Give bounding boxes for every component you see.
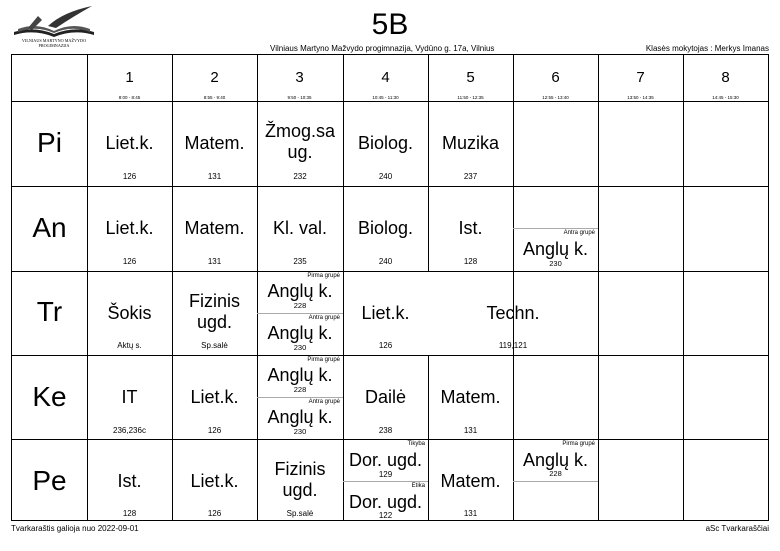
lesson-subject: Žmog.sa ug. [264,121,336,162]
lesson-subject: Dailė [364,387,407,407]
group-label: Antra grupė [563,230,595,236]
lesson-room: 240 [378,257,393,266]
lesson-subject: Anglų k. [267,365,333,385]
timetable-grid: 1 8:00 - 8:45 2 8:55 - 9:40 3 9:50 - 10:35 4 10:45 - 11:30 5 11:50 - 12:35 6 12:55 - 13:40 7 13:50 - 14:35 8 14:45 - 15:30 Pi An Tr Ke Pe Liet.k. 126 Matem. 131 Žmog.sa ug. 232 Biolog. 240 Muzika 237 Liet.k. 126 Matem. 131 Kl. val. 235 Biolog. 240 Ist. 128 Antra grupė Anglų k. 230 Šokis Aktų s. Fizinis ugd. Sp.salė Pirma grupė Anglų k. 228 Antra grupė Anglų k. 230 Liet.k. 126 Techn. 119,121 IT 236,236c Liet.k. 126 Pirma grupė Anglų k. 228 Antra grupė Anglų k. 230 Dailė 238 Matem. 131 Ist. 128 Liet.k. 126 Fizinis ugd. Sp.salė Tikyba Dor. ugd. 129 Etika Dor. ugd. 122 Matem. 131 Pirma grupė Anglų k. 228 [11,54,769,521]
lesson-subject: Liet.k. [190,471,239,491]
lesson-subject: Anglų k. [522,450,589,470]
school-address: Vilniaus Martyno Mažvydo progimnazija, Vydūno g. 17a, Vilnius [270,44,495,53]
lesson-room: Aktų s. [117,341,142,350]
lesson-room: 228 [293,301,307,310]
lesson-subject: Šokis [107,303,152,323]
lesson-subject: Anglų k. [267,281,333,301]
lesson-subject: Ist. [458,218,483,238]
lesson-subject: Ist. [117,471,142,491]
lesson-subject: Biolog. [357,133,414,153]
lesson-room: 131 [207,257,222,266]
lesson-room: 129 [378,470,393,479]
day-label-an: An [32,212,67,243]
group-label: Antra grupė [308,399,340,405]
lesson-subject: Muzika [441,133,499,153]
day-label-pe: Pe [32,465,67,496]
logo-text: VILNIAUS MARTYNO MAŽVYDO PROGIMNAZIJA [21,38,87,48]
lesson-room: 119,121 [498,341,528,350]
lesson-subject: Liet.k. [105,133,154,153]
lesson-subject: Fizinis ugd. [274,459,326,500]
lesson-room: 131 [463,426,478,435]
lesson-room: 228 [293,385,307,394]
lesson-subject: Liet.k. [105,218,154,238]
lesson-room: 230 [549,259,562,268]
day-label-ke: Ke [32,381,67,412]
day-label-pi: Pi [37,127,62,158]
group-label: Pirma grupė [307,357,340,363]
group-label: Antra grupė [308,315,340,321]
class-title: 5B [371,8,409,41]
lesson-room: 126 [207,509,222,518]
lesson-subject: Anglų k. [522,239,589,259]
lesson-room: 126 [122,172,137,181]
lesson-room: Sp.salė [286,509,314,518]
lesson-room: 128 [122,509,137,518]
lesson-room: 131 [207,172,222,181]
lesson-room: 240 [378,172,393,181]
lesson-subject: Fizinis ugd. [188,291,240,332]
lesson-subject: Matem. [184,218,245,238]
group-label: Pirma grupė [307,273,340,279]
lesson-room: 230 [293,343,307,352]
class-teacher: Klasės mokytojas : Merkys Imanas [645,44,769,53]
lesson-room: 122 [378,511,393,520]
lesson-room: 232 [293,172,307,181]
lesson-room: 230 [293,427,307,436]
lesson-room: 236,236c [113,426,146,435]
lesson-subject: Techn. [486,303,540,323]
lesson-subject: Liet.k. [361,303,410,323]
lesson-subject: Kl. val. [272,218,328,238]
lesson-subject: Dor. ugd. [348,492,423,512]
day-label-tr: Tr [36,296,63,327]
lesson-room: 126 [122,257,137,266]
lesson-room: 126 [207,426,222,435]
lesson-room: 237 [463,172,478,181]
group-label: Etika [411,483,425,489]
group-label: Pirma grupė [562,441,595,447]
lesson-subject: Anglų k. [267,323,333,343]
lesson-room: 238 [378,426,393,435]
lesson-subject: Matem. [440,387,501,407]
lesson-subject: Anglų k. [267,407,333,427]
lesson-subject: Biolog. [357,218,414,238]
generator-credit: aSc Tvarkaraščiai [705,524,769,533]
lesson-subject: Matem. [184,133,245,153]
group-label: Tikyba [407,441,425,447]
lesson-subject: Matem. [440,471,501,491]
lesson-subject: Dor. ugd. [348,450,423,470]
lesson-room: 126 [378,341,393,350]
valid-from-note: Tvarkaraštis galioja nuo 2022-09-01 [11,524,139,533]
lesson-room: 131 [463,509,478,518]
lesson-room: 128 [463,257,478,266]
lesson-room: Sp.salė [201,341,228,350]
lesson-subject: Liet.k. [190,387,239,407]
lesson-room: 228 [549,469,562,478]
lesson-room: 235 [293,257,307,266]
lesson-subject: IT [121,387,138,407]
